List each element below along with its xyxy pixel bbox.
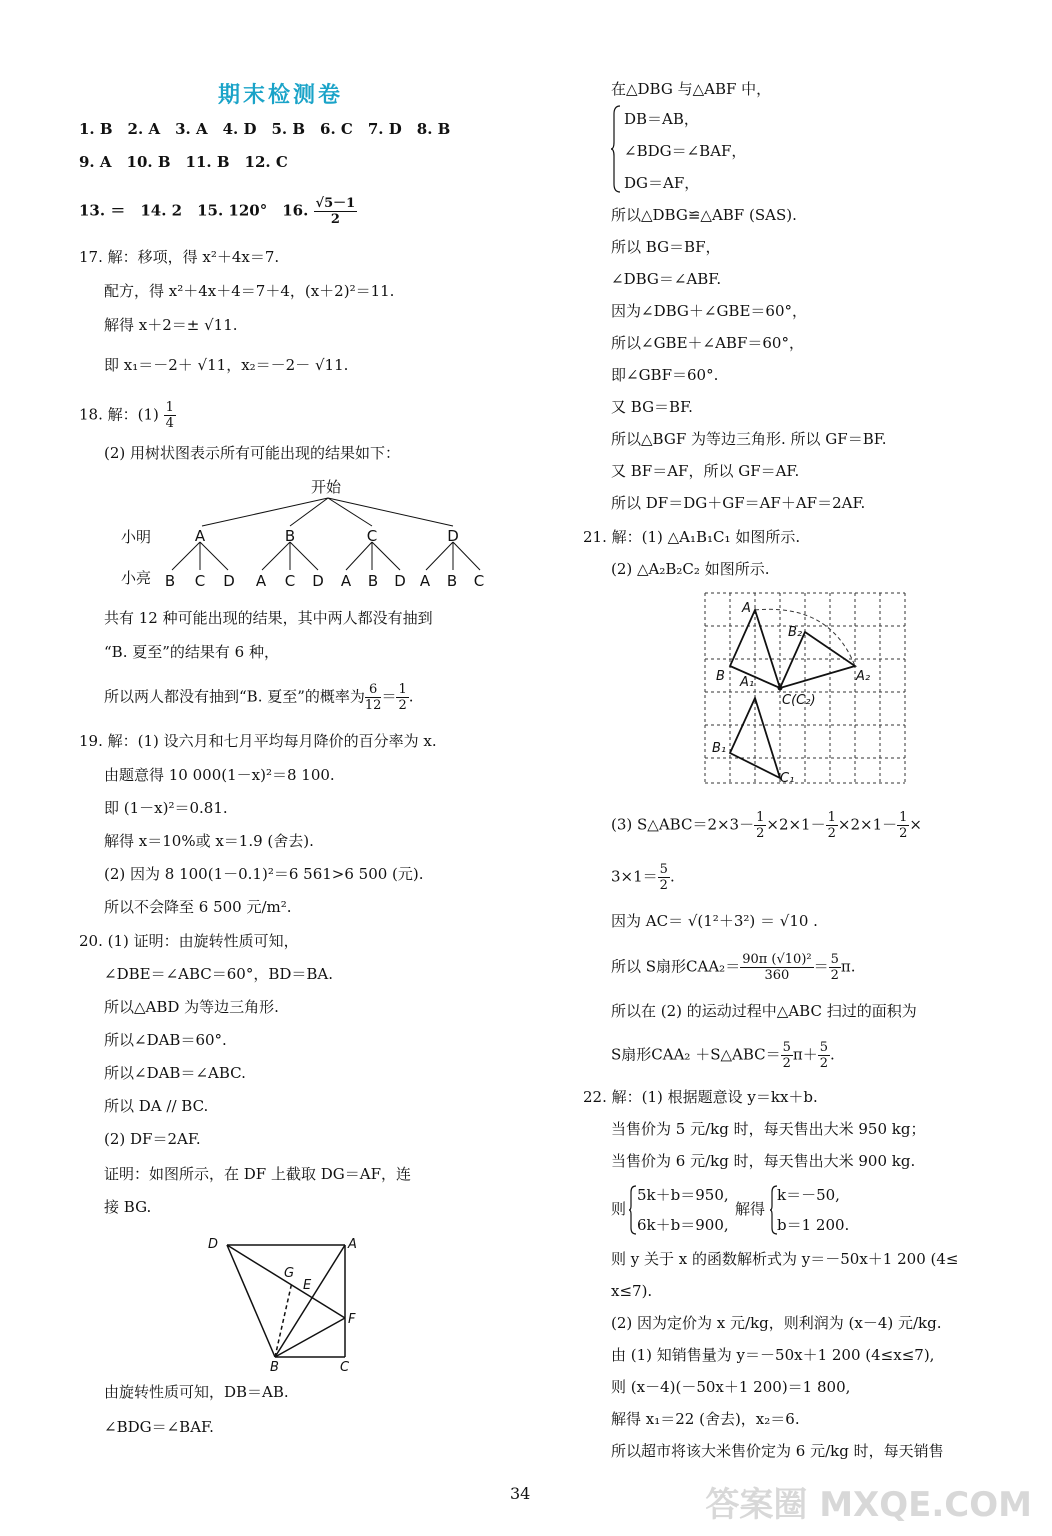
tree-leaf: C (284, 572, 296, 590)
fig20-label-e: E (303, 1278, 312, 1293)
fig21-label-a1: A₁ (740, 675, 755, 690)
p20-line-1: 20. (1) 证明：由旋转性质可知， (79, 932, 299, 950)
tree-l1-a: A (194, 527, 206, 545)
p19-line-2: 由题意得 10 000(1－x)²＝8 100. (104, 766, 335, 784)
p18-line-1-text: 18. 解：(1) (79, 405, 159, 424)
r-line-29: (2) 因为定价为 x 元/kg，则利润为 (x－4) 元/kg. (611, 1314, 942, 1332)
r-line-2: DB＝AB， (624, 110, 699, 128)
half-fraction (897, 810, 909, 841)
tree-leaf: B (367, 572, 379, 590)
r-line-6: 所以 BG＝BF， (611, 238, 721, 256)
five-half-fraction (658, 862, 670, 893)
frac-num: 1 (165, 400, 174, 415)
r-line-30: 由 (1) 知销售量为 y＝－50x＋1 200 (4≤x≤7), (611, 1346, 935, 1364)
fig21-label-c1: C₁ (780, 771, 795, 786)
r-line-1: 在△DBG 与△ABF 中， (611, 80, 772, 98)
p18-fraction (164, 400, 176, 431)
frac-den: 2 (659, 878, 668, 893)
answer-16-fraction (314, 196, 358, 227)
frac-den: 2 (782, 1056, 791, 1071)
frac-den: 4 (165, 416, 174, 431)
r-line-28: x≤7). (611, 1282, 653, 1300)
tree-leaf: A (419, 572, 431, 590)
fig20-label-a: A (348, 1237, 357, 1252)
half-fraction (826, 810, 838, 841)
r-line-5: 所以△DBG≌△ABF (SAS). (611, 206, 797, 224)
p17-line-1: 17. 解：移项，得 x²＋4x＝7. (79, 248, 280, 266)
r-line-9: 所以∠GBE＋∠ABF＝60°， (611, 334, 804, 352)
period: . (408, 687, 414, 706)
p20-line-4: 所以∠DAB＝60°. (104, 1031, 227, 1049)
frac-num: 1 (827, 810, 836, 825)
prob-fraction-2 (396, 682, 408, 713)
r-line-19: 因为 AC＝ √(1²＋3²) ＝ √10 . (611, 912, 818, 930)
fig20-label-g: G (284, 1266, 295, 1281)
fig21-label-b2: B₂ (788, 625, 803, 640)
r-line-16: (2) △A₂B₂C₂ 如图所示. (611, 560, 770, 578)
five-half-fraction (829, 952, 841, 983)
p18-line-4: “B. 夏至”的结果有 6 种， (104, 643, 279, 661)
frac-den: 2 (330, 212, 340, 227)
p20-line-9: 接 BG. (104, 1198, 152, 1216)
r-line-18-b: . (669, 867, 675, 886)
frac-num: 6 (365, 682, 382, 698)
system-eq-2: 6k＋b＝900, (637, 1216, 729, 1234)
p17-line-3: 解得 x＋2＝± √11. (104, 316, 238, 334)
system-then: 则 (611, 1200, 627, 1218)
r-line-10: 即∠GBF＝60°. (611, 366, 719, 384)
p19-line-1: 19. 解：(1) 设六月和七月平均每月降价的百分率为 x. (79, 732, 437, 750)
fig21-label-a: A (742, 601, 751, 616)
tree-leaf: A (255, 572, 267, 590)
r-line-7: ∠DBG＝∠ABF. (611, 270, 722, 288)
p20-line-2: ∠DBE＝∠ABC＝60°，BD＝BA. (104, 965, 334, 983)
p19-line-6: 所以不会降至 6 500 元/m². (104, 898, 292, 916)
p20-line-5: 所以∠DAB＝∠ABC. (104, 1064, 246, 1082)
p17-line-4: 即 x₁＝－2＋ √11，x₂＝－2－ √11. (104, 356, 349, 374)
r-line-20-c: π. (840, 957, 856, 976)
p20-line-3: 所以△ABD 为等边三角形. (104, 998, 279, 1016)
answer-row-2: 9. A 10. B 11. B 12. C (79, 153, 288, 171)
frac-num: 5 (819, 1040, 829, 1055)
fig20-label-d: D (208, 1237, 219, 1252)
page-title: 期末检测卷 (218, 82, 344, 108)
frac-num: 1 (756, 810, 765, 825)
r-line-22-b: π＋ (792, 1045, 818, 1064)
watermark: 答案圈 MXQE.COM (705, 1485, 1032, 1525)
equals: ＝ (381, 687, 397, 706)
frac-num: 1 (398, 682, 407, 697)
r-line-21: 所以在 (2) 的运动过程中△ABC 扫过的面积为 (611, 1002, 917, 1020)
system-sol-1: k＝－50, (777, 1186, 840, 1204)
r-line-32: 解得 x₁＝22 (舍去)，x₂＝6. (611, 1410, 800, 1428)
tree-row2-label: 小亮 (120, 569, 152, 587)
system-eq-1: 5k＋b＝950, (637, 1186, 729, 1204)
r-line-17-d: × (909, 815, 922, 834)
r-line-20-a: 所以 S扇形CAA₂＝ (611, 957, 741, 976)
frac-num: 90π (√10)² (742, 952, 812, 967)
r-line-22-c: . (830, 1045, 835, 1064)
r-line-14: 所以 DF＝DG＋GF＝AF＋AF＝2AF. (611, 494, 866, 512)
tree-leaf: C (194, 572, 206, 590)
p20-line-11: ∠BDG＝∠BAF. (104, 1418, 214, 1436)
r-line-17 (611, 810, 922, 841)
frac-den: 2 (398, 698, 407, 713)
r-line-15: 21. 解：(1) △A₁B₁C₁ 如图所示. (583, 528, 801, 546)
frac-num: 5 (782, 1040, 791, 1055)
r-line-20-b: ＝ (813, 957, 829, 976)
page-number: 34 (510, 1484, 531, 1503)
r-line-12: 所以△BGF 为等边三角形. 所以 GF＝BF. (611, 430, 887, 448)
r-line-11: 又 BG＝BF. (611, 398, 693, 416)
r-line-33: 所以超市将该大米售价定为 6 元/kg 时，每天销售 (611, 1442, 944, 1460)
r-line-18-a: 3×1＝ (611, 867, 658, 886)
system-row (611, 1182, 1011, 1238)
prob-fraction-1 (365, 682, 382, 713)
tree-row1-label: 小明 (120, 528, 152, 546)
p18-line-5-text: 所以两人都没有抽到“B. 夏至”的概率为 (104, 687, 365, 706)
figure-21-grid (700, 588, 910, 788)
fig21-label-c: C(C₂) (782, 693, 816, 708)
frac-den: 2 (819, 1056, 829, 1071)
p19-line-4: 解得 x＝10%或 x＝1.9 (舍去). (104, 832, 314, 850)
sector-fraction (740, 952, 813, 983)
p20-line-10: 由旋转性质可知，DB＝AB. (104, 1383, 289, 1401)
r-line-17-b: ×2×1－ (766, 815, 826, 834)
p18-line-3: 共有 12 种可能出现的结果，其中两人都没有抽到 (104, 609, 433, 627)
tree-l1-d: D (447, 527, 459, 545)
frac-den: 2 (827, 826, 836, 841)
p20-line-7: (2) DF＝2AF. (104, 1130, 201, 1148)
fig21-label-a2: A₂ (856, 669, 871, 684)
five-half-fraction (781, 1040, 793, 1071)
frac-den: 360 (764, 968, 790, 983)
answer-row-1: 1. B 2. A 3. A 4. D 5. B 6. C 7. D 8. B (79, 120, 451, 138)
p20-line-8: 证明：如图所示，在 DF 上截取 DG＝AF，连 (104, 1165, 411, 1183)
tree-leaf: D (223, 572, 235, 590)
r-line-25: 当售价为 6 元/kg 时，每天售出大米 900 kg. (611, 1152, 916, 1170)
p17-line-2: 配方，得 x²＋4x＋4＝7＋4，(x＋2)²＝11. (104, 282, 395, 300)
frac-num: √5－1 (315, 196, 356, 211)
p20-line-6: 所以 DA // BC. (104, 1097, 209, 1115)
tree-leaf: C (473, 572, 485, 590)
r-line-3: ∠BDG＝∠BAF， (624, 142, 747, 160)
r-line-23: 22. 解：(1) 根据题意设 y＝kx＋b. (583, 1088, 818, 1106)
r-line-27: 则 y 关于 x 的函数解析式为 y＝－50x＋1 200 (4≤ (611, 1250, 959, 1268)
five-half-fraction (818, 1040, 830, 1071)
r-line-22 (611, 1040, 835, 1071)
p18-line-2: (2) 用树状图表示所有可能出现的结果如下： (104, 444, 401, 462)
tree-l1-b: B (284, 527, 296, 545)
fig21-label-b: B (716, 669, 725, 684)
r-line-22-a: S扇形CAA₂ ＋S△ABC＝ (611, 1045, 781, 1064)
r-line-24: 当售价为 5 元/kg 时，每天售出大米 950 kg； (611, 1120, 926, 1138)
r-line-20 (611, 952, 856, 983)
r-line-17-c: ×2×1－ (837, 815, 898, 834)
tree-diagram (110, 470, 510, 600)
fig20-label-f: F (348, 1312, 356, 1327)
frac-num: 5 (830, 952, 839, 967)
r-line-13: 又 BF＝AF，所以 GF＝AF. (611, 462, 800, 480)
p18-line-1 (79, 400, 176, 431)
brace (610, 104, 622, 194)
r-line-4: DG＝AF， (624, 174, 700, 192)
frac-num: 5 (659, 862, 668, 877)
tree-leaf: A (340, 572, 352, 590)
r-line-17-a: (3) S△ABC＝2×3－ (611, 815, 755, 834)
frac-den: 2 (756, 826, 765, 841)
r-line-31: 则 (x－4)(－50x＋1 200)＝1 800, (611, 1378, 851, 1396)
tree-leaf: B (164, 572, 176, 590)
system-solve: 解得 (735, 1200, 766, 1218)
r-line-8: 因为∠DBG＋∠GBE＝60°， (611, 302, 807, 320)
half-fraction (754, 810, 766, 841)
tree-leaf: D (394, 572, 406, 590)
fig21-label-b1: B₁ (712, 741, 727, 756)
answer-row-3-text: 13. ＝ 14. 2 15. 120° 16. (79, 201, 309, 220)
p19-line-3: 即 (1－x)²＝0.81. (104, 799, 228, 817)
frac-den: 2 (830, 968, 839, 983)
tree-l1-c: C (366, 527, 378, 545)
frac-den: 12 (364, 698, 382, 713)
answer-row-3 (79, 196, 357, 227)
r-line-18 (611, 862, 675, 893)
system-sol-2: b＝1 200. (777, 1216, 850, 1234)
figure-20 (200, 1225, 370, 1375)
fig20-label-b: B (270, 1360, 279, 1375)
frac-den: 2 (899, 826, 908, 841)
tree-leaf: D (312, 572, 324, 590)
tree-leaf: B (446, 572, 458, 590)
frac-num: 1 (899, 810, 908, 825)
tree-root: 开始 (310, 478, 342, 496)
fig20-label-c: C (340, 1360, 350, 1375)
p19-line-5: (2) 因为 8 100(1－0.1)²＝6 561>6 500 (元). (104, 865, 424, 883)
p18-line-5 (104, 682, 414, 713)
